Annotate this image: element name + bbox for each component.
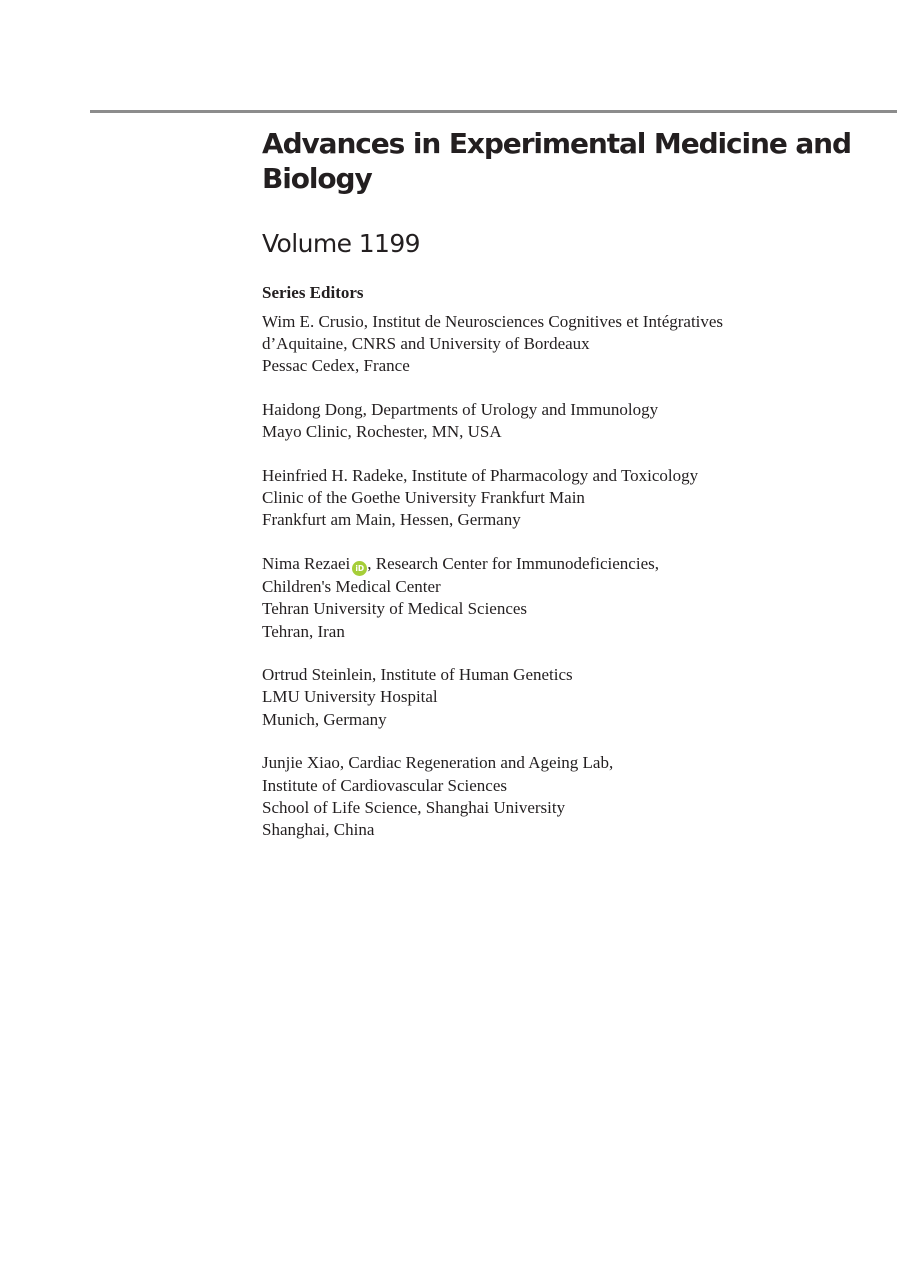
editor-line: Junjie Xiao, Cardiac Regeneration and Ageing Lab, bbox=[262, 753, 614, 773]
editor-line: Mayo Clinic, Rochester, MN, USA bbox=[262, 422, 502, 442]
editor-crusio bbox=[262, 311, 862, 378]
editor-line: Frankfurt am Main, Hessen, Germany bbox=[262, 510, 521, 530]
editor-line bbox=[262, 553, 862, 576]
series-page bbox=[262, 126, 862, 841]
editor-line: Institute of Cardiovascular Sciences bbox=[262, 775, 508, 795]
editor-radeke bbox=[262, 465, 862, 532]
editor-line: Haidong Dong, Departments of Urology and Immunology bbox=[262, 400, 659, 420]
editor-steinlein bbox=[262, 664, 862, 731]
series-title: Advances in Experimental Medicine and Biology bbox=[262, 127, 851, 195]
editor-line: d’Aquitaine, CNRS and University of Bordeaux bbox=[262, 334, 590, 354]
editor-line: Ortrud Steinlein, Institute of Human Genetics bbox=[262, 665, 573, 685]
editor-rezaei bbox=[262, 553, 862, 643]
editor-line: Tehran, Iran bbox=[262, 621, 345, 641]
editor-line: Clinic of the Goethe University Frankfurt Main bbox=[262, 488, 585, 508]
editor-line: Wim E. Crusio, Institut de Neurosciences Cognitives et Intégratives bbox=[262, 312, 724, 331]
editor-line: Heinfried H. Radeke, Institute of Pharmacology and Toxicology bbox=[262, 466, 699, 486]
editor-xiao bbox=[262, 752, 862, 841]
editor-line: Children's Medical Center bbox=[262, 577, 441, 597]
orcid-icon[interactable]: iD bbox=[352, 561, 367, 576]
editor-line: Tehran University of Medical Sciences bbox=[262, 599, 528, 619]
editor-dong bbox=[262, 399, 862, 443]
editor-line: School of Life Science, Shanghai University bbox=[262, 797, 566, 817]
volume-number: Volume 1199 bbox=[262, 229, 420, 258]
editor-line: Shanghai, China bbox=[262, 819, 375, 839]
editor-affiliation: , Research Center for Immunodeficiencies, bbox=[367, 554, 659, 574]
editor-line: LMU University Hospital bbox=[262, 687, 438, 707]
editor-name: Nima Rezaei bbox=[262, 554, 351, 574]
top-rule bbox=[90, 110, 897, 113]
series-editors-heading: Series Editors bbox=[262, 283, 364, 302]
editor-line: Munich, Germany bbox=[262, 709, 387, 729]
editor-line: Pessac Cedex, France bbox=[262, 356, 410, 376]
